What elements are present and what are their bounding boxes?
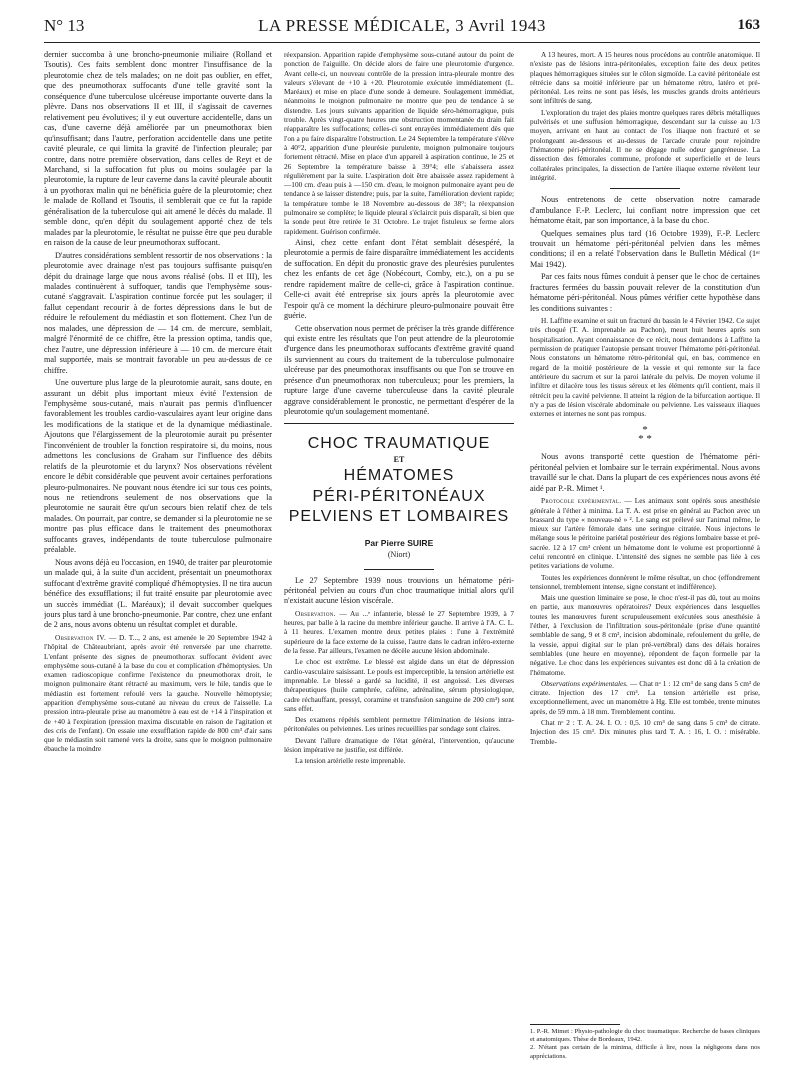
column-middle xyxy=(284,50,514,1068)
article-title-line-1: CHOC TRAUMATIQUE xyxy=(307,434,491,452)
article-author: Par Pierre SUIRE xyxy=(364,537,434,548)
experiments-text: — Chat nᵒ 1 : 12 cm³ de sang dans 5 cm³ de citrate. Injection des 17 cm³. La tension artérielle est prise, exceptionnellement, avec un manomètre à Hg. Elle est tombée, trente minutes après, de 59 mm. à 18 mm. Tremblement continu. xyxy=(530,678,760,716)
paragraph: Toutes les expériences donnèrent le même résultat, un choc (effondrement tensionnel, tremblement intense, signe constant et indifférence). xyxy=(530,572,760,591)
protocol-block xyxy=(530,496,760,746)
observation-text: — D. T..., 2 ans, est amenée le 20 Septembre 1942 à l'hôpital de Châteaubriant, après avoir été renversée par une charrette. L'enfant présente des signes de pneumothorax suffocant évident avec emphysème sous-cutané à la base du cou et complication d'hémoptysies. Un examen radioscopique confirme l'existence du pneumothorax droit, le moignon pulmonaire étant rétracté au maximum, vers le hile, tandis que le médiastin est fortement refoulé vers la gauche. Nouvelle hémoptysie; apparition d'emphysème sous-cutané au niveau du creux de l'aisselle. La pression intra-pleurale prise au manomètre à eau est de +14 à l'inspiration et de +40 à l'expiration (pression maxima discutable en raison de l'agitation et des cris de l'enfant). On essaie une exsufflation rapide de 800 cm³ d'air sans que le médiastin soit ramené vers la droite, sans que le moignon pulmonaire ébauche la moindre xyxy=(44,632,272,754)
column-right xyxy=(530,50,760,1018)
short-divider xyxy=(364,569,434,570)
footnote-1: 1. P.-R. Mimet : Physio-pathologie du choc traumatique. Recherche de bases cliniques et anatomiques. Thèse de Bordeaux, 1942. xyxy=(530,1028,760,1044)
paragraph: La tension artérielle reste imprenable. xyxy=(295,756,406,766)
paragraph: Le 27 Septembre 1939 nous trouvions un hématome péri-péritonéal pelvien au cours d'un choc traumatique initial alors qu'il n'existait aucune lésion viscérale. xyxy=(284,575,514,606)
article-title-line-2: HÉMATOMES xyxy=(343,467,455,485)
short-divider xyxy=(610,188,680,189)
footnote-rule xyxy=(530,1024,620,1025)
article-location: (Niort) xyxy=(387,550,411,560)
asterism-bottom: * * xyxy=(638,433,652,446)
paragraph: Devant l'allure dramatique de l'état général, l'intervention, qu'aucune lésion impérative ne justifie, est différée. xyxy=(284,735,514,755)
paragraph: Ainsi, chez cette enfant dont l'état semblait désespéré, la pleurotomie a permis de faire disparaître immédiatement les accidents de suffocation. En dépit du pronostic grave des pleurésies purulentes chez les enfants de cet âge (Nobécourt, Comby, etc.), on a pu se rendre rapidement maître de celle-ci, grâce à l'aspiration continue. Celle-ci avait été entreprise six jours après la pleurotomie avec l'espoir qu'à ce moment la déchirure pleuro-pulmonaire pouvait être guérie. xyxy=(284,237,514,321)
section-divider xyxy=(284,423,514,424)
article-title-line-4: PELVIENS ET LOMBAIRES xyxy=(288,508,510,526)
observation-continued xyxy=(284,50,514,236)
column-left xyxy=(44,50,272,1068)
autopsy-block xyxy=(530,50,760,182)
paragraph: Nous avons transporté cette question de l'hématome péri-péritonéal pelvien et lombaire sur le terrain expérimental. Nous avons travaillé sur le chat. Dans la plupart de ces expériences nous avons été aidé par P.-R. Mimet ¹. xyxy=(530,452,760,493)
article-title-line-3: PÉRI-PÉRITONÉAUX xyxy=(312,487,486,505)
paragraph: L'exploration du trajet des plaies montre quelques rares débris métalliques pulvérisés et une suffusion hémorragique, descendant sur la cuisse au 1/3 moyen, arrivant en haut au contact de l'os iliaque non fracturé et se prolongeant au-dessous et au-dessus de l'arcade crurale pour rejoindre l'hématome péri-péritonéal. Il ne se dégage nulle odeur gangréneuse. La dissection des fémorales commune, profonde et superficielle et de leurs collatérales principales, la dissection de l'artère iliaque externe révèlent leur intégrité. xyxy=(530,107,760,182)
footnote-2: 2. N'étant pas certain de la minima, difficile à lire, nous la négligeons dans nos appréciations. xyxy=(530,1044,760,1060)
paragraph: Cette observation nous permet de préciser la très grande différence qui existe entre les résultats que l'on peut attendre de la pleurotomie d'urgence dans les pneumothorax suffocants d'extrême gravité quand ils surviennent au cours du traitement de la tuberculose pulmonaire ulcéreuse par des pneumothorax insuffisants ou que l'on se trouve en présence d'un pneumothorax non tuberculeux; pour les premiers, la rupture large d'une caverne tuberculeuse dans la cavité pleurale aggrave considérablement le pronostic, ne permettant d'espérer de la pleurotomie qu'un soulagement momentané. xyxy=(284,323,514,417)
observation-label: Observation. xyxy=(295,608,336,618)
protocol-label: Protocole expérimental. xyxy=(541,496,622,506)
paragraph: Des examens répétés semblent permettre l'élimination de lésions intra-péritonéales ou pelviennes. Les urines recueillies par sondage sont claires. xyxy=(284,715,514,734)
page-header xyxy=(44,16,760,43)
asterism-top: * xyxy=(642,424,648,437)
issue-number: N° 13 xyxy=(44,16,85,35)
paragraph: Quelques semaines plus tard (16 Octobre 1939), F.-P. Leclerc trouvait un hématome péri-péritonéal pelvien dans les mêmes conditions; il en a relaté l'observation dans le Bulletin Médical (1ᵉʳ Mai 1942). xyxy=(530,228,760,269)
paragraph: Par ces faits nous fûmes conduit à penser que le choc de certaines fractures fermées du bassin pouvait relever de la constitution d'un hématome péri-péritonéal. Nous pûmes vérifier cette hypothèse dans les conditions suivantes : xyxy=(530,272,760,313)
protocol-text: — Les animaux sont opérés sous anesthésie générale à l'éther à minima. La T. A. est prise en général au Pachon avec un brassard du type « nouveau-né » ². Le sang est prélevé sur l'animal même, le mieux sur l'artère fémorale dans une seringue citratée. Nous injectons le mélange sous le péritoine pariétal postérieur des régions lombaire basse et pré-sacrée. 12 à 17 cm³ créent un hématome dont le volume est proportionné à celui rencontré en clinique. L'intensité des signes ne semble pas liée à ces petites variations de volume. xyxy=(530,496,760,571)
paragraph: dernier succomba à une broncho-pneumonie miliaire (Rolland et Tsoutis). Ces faits semblent donc montrer l'insuffisance de la pleurotomie chez de tels malades; on ne doit pas oublier, en effet, que des pneumothorax suffocants d'une telle gravité sont la conséquence d'une tuberculose ulcéreuse importante ouverte dans la plèvre. Dans nos observations II et III, il s'agissait de cavernes relativement peu évolutives; il y eut ouverture accidentelle, dans un cas, d'une caverne déjà améliorée par un pneumothorax bien qu'insuffisant; dans l'autre, perforation accidentelle dans une petite cavité pleurale, ce qui limita la gravité de l'infection pleurale; par contre, dans notre première observation, dans celles de Reyt et de Marchand, si la suffocation fut plus ou moins soulagée par la pleurotomie, la rupture de leur caverne dans la cavité pleurale aboutit à un pyothorax malin qui ne bénéficia guère de la pleurotomie; chez le malade de Rolland et Tsoutis, il semblerait que ce fut la rapide généralisation de la tuberculose qui ait amené le décès du malade. Il semble donc, qu'en dépit du soulagement apporté chez de tels malades par la pleurotomie, le résultat ne puisse être que peu durable en raison de la cause de leur pneumothorax suffocant. xyxy=(44,50,272,248)
paragraph: Nous entretenons de cette observation notre camarade d'ambulance F.-P. Leclerc, lui confiant notre impression que cet hématome était, par son importance, à la base du choc. xyxy=(530,195,760,226)
paragraph: Une ouverture plus large de la pleurotomie aurait, sans doute, en assurant un débit plus important mieux évité l'extension de l'emphysème sous-cutané, mais n'aurait pas permis d'influencer favorablement les troubles cardio-vasculaires ayant leur origine dans les modifications de la statique et de la dynamique médiastinale. Ajoutons que l'élargissement de la pleurotomie aurait pu présenter l'inconvénient de troubler la fonction respiratoire si, du moins, nous admettons les conclusions de Graham sur l'influence des débits relatifs de la pleurotomie et du larynx? Nos observations révèlent encore le débit considérable que peuvent avoir certaines perforations pleuro-pulmonaires. Ne pouvant nous étendre ici sur tous ces points, nous ne retiendrons seulement de nos observations que la pleurotomie ne saurait être qu'un secours bien relatif chez de tels malades. On pourrait, par contre, se demander si la pleurotomie ne se montre pas plus efficace dans le traitement des pneumothorax suffocants graves, indépendants de toute tuberculose pulmonaire préalable. xyxy=(44,378,272,555)
paragraph: Le choc est extrême. Le blessé est algide dans un état de dépression cardio-vasculaire saisissant. Le pouls est imperceptible, la tension artérielle est imprenable. Le blessé a gardé sa lucidité, il est angoissé. Les diverses thérapeutiques (huile camphrée, caféine, adrénaline, sérum physiologique, cadre réchauffant, pressyl, coramine et transfusion sanguine de 200 cm³) sont sans effet. xyxy=(284,657,514,713)
paragraph: A 13 heures, mort. A 15 heures nous procédons au contrôle anatomique. Il n'existe pas de lésions intra-péritonéales, exception faite des deux petites plaques hémorragiques situées sur le côlon sigmoïde. La cavité péritonéale est rétrécie dans sa moitié inférieure par un hématome rétro, latéro et pré-péritonéal. Les reins ne sont pas lésés, les muscles grands droits antérieurs sont infiltrés de sang. xyxy=(530,50,760,106)
experiments-label: Observations expérimentales. xyxy=(541,678,628,688)
article-heading xyxy=(284,434,514,561)
observation-text: — Au ...ᵉ infanterie, blessé le 27 Septembre 1939, à 7 heures, par balle à la racine du membre inférieur gauche. Il arrive à l'A. C. L. à 11 heures. L'examen montre deux petites plaies : l'une à l'extrémité supérieure de la face externe de la cuisse, l'autre dans le cadran inféro-externe de la fesse. Par ailleurs, l'examen ne décèle aucune lésion abdominale. xyxy=(284,608,514,656)
case-block xyxy=(530,316,760,418)
footnotes xyxy=(530,1024,760,1061)
section-asterism xyxy=(530,426,760,444)
observation-block xyxy=(44,633,272,754)
paragraph: réexpansion. Apparition rapide d'emphysème sous-cutané autour du point de ponction de l'aiguille. On décide alors de faire une pleurotomie d'urgence. Avant celle-ci, un nouveau contrôle de la pression intra-pleurale montre des valeurs s'élevant de +10 à +20. Pleurotomie exécutée immédiatement (L. Maréaux) et mise en place d'une sonde à demeure. Soulagement immédiat, néanmoins le moignon pulmonaire ne montre que peu de tendance à se distendre. Les jours suivants apparition de liquide séro-hémorragique, puis trouble. Après vingt-quatre heures une obstruction momentanée du drain fait réapparaître les suffocations; celles-ci sont enrayées immédiatement dès que l'on a pu faire disparaître l'obstruction. Le 24 Septembre la température s'élève à 40°2, apparition d'une pleurésie purulente, moignon pulmonaire toujours fortement rétracté. Mise en place d'un appareil à aspiration continue, le 25 et 26 Septembre la température baisse à 39°4; elle s'abaissera assez régulièrement par la suite. L'aspiration doit être abaissée assez rapidement à —100 cm. d'eau puis à —150 cm. d'eau, le moignon pulmonaire ayant peu de tendance à se laisser distendre; puis, par la suite, l'amélioration devient rapide; la température tombe le 18 Novembre au-dessous de 38°; la réexpansion pulmonaire se complète; le liquide pleural s'éclaircit puis disparaît, si bien que la sonde peut être retirée le 31 Octobre. Le trajet fistuleux se ferme alors rapidement. Guérison confirmée. xyxy=(284,50,514,236)
paragraph: Mais une question liminaire se pose, le choc n'est-il pas dû, tout au moins en partie, aux manœuvres opératoires? Deux expériences dans lesquelles toutes les manœuvres furent scrupuleusement exécutées sous anesthésie à l'éther, à l'exclusion de l'infiltration sous-péritonéale (prise d'une quantité semblable de sang, 9 et 8 cm³, incision abdominale, refoulement du grêle, de la vessie, appui digital sur le plan pré-vertébral) dans des délais horaires semblables (une heure en moyenne), répondent de façon formelle par la négative. Le choc dans les expériences suivantes est donc dû à la création de l'hématome. xyxy=(530,593,760,677)
paragraph: Chat nᵒ 2 : T. A. 24. I. O. : 0,5. 10 cm³ de sang dans 5 cm³ de citrate. Injection des 15 cm³. Dix minutes plus tard T. A. : 16, I. O. : misérable. Tremble- xyxy=(530,718,760,746)
paragraph: H. Laffitte examine et suit un fracturé du bassin le 4 Février 1942. Ce sujet très choqué (T. A. imprenable au Pachon), meurt huit heures après son hospitalisation. Ayant connaissance de ce récit, nous demandons à Laffitte la permission de pratiquer l'autopsie pensant trouver l'hématome péri-péritonéal. Nous constatons un hématome rétro-péritonéal qui, en bas, commence en regard de la moitié postérieure de la vessie et qui remonte sur la face antérieure du sacrum et sur la paroi latérale du pelvis. De moyen volume il infiltre et dilacère tous les tissus séreux et les éléments qu'il contient, mais il rétrécit peu la cavité pelvienne. Il atteint la région de la bifurcation aortique. Il n'y a pas de lésion viscérale abdominale ou pelvienne. Les vaisseaux iliaques externes et internes ne sont pas rompus. xyxy=(530,316,760,419)
paragraph: Nous avons déjà eu l'occasion, en 1940, de traiter par pleurotomie un malade qui, à la suite d'un accident, présentait un pneumothorax suffocant d'extrême gravité compliqué d'hémoptysies. Il ne tira aucun bénéfice des exsufflations; il fut traité ensuite par pleurotomie avec un succès immédiat (L. Maréaux); il devait succomber quelques jours plus tard à une broncho-pneumonie. Par contre, chez une enfant de 2 ans, nous avons obtenu un résultat complet et durable. xyxy=(44,557,272,630)
paragraph: D'autres considérations semblent ressortir de nos observations : la pleurotomie avec drainage n'est pas toujours suffisante puisqu'en dépit du drainage large que nous avons réalisé (obs. II et III), les malades continuèrent à suffoquer, tandis que l'emphysème sous-cutané s'aggravait. L'aspiration continue forcée put les soulager; il fallut cependant recourir à de fortes dépressions dans le but de réduire le refoulement du médiastin et son flottement. Chez l'un de nos malades, une dépression de — 14 cm. de mercure, semblait, malgré l'énormité de ce chiffre, être la pression optima, tandis que, chez l'autre, une dépression inférieure à — 10 cm. de mercure était mal supportée, mais se montrait favorable un peu au-dessus de ce chiffre. xyxy=(44,250,272,375)
article-title-conjunction: ET xyxy=(393,454,405,464)
observation-label: Observation IV. xyxy=(55,632,107,642)
journal-title: LA PRESSE MÉDICALE, 3 Avril 1943 xyxy=(258,16,546,35)
page-number: 163 xyxy=(737,17,760,33)
observation-block xyxy=(284,609,514,766)
